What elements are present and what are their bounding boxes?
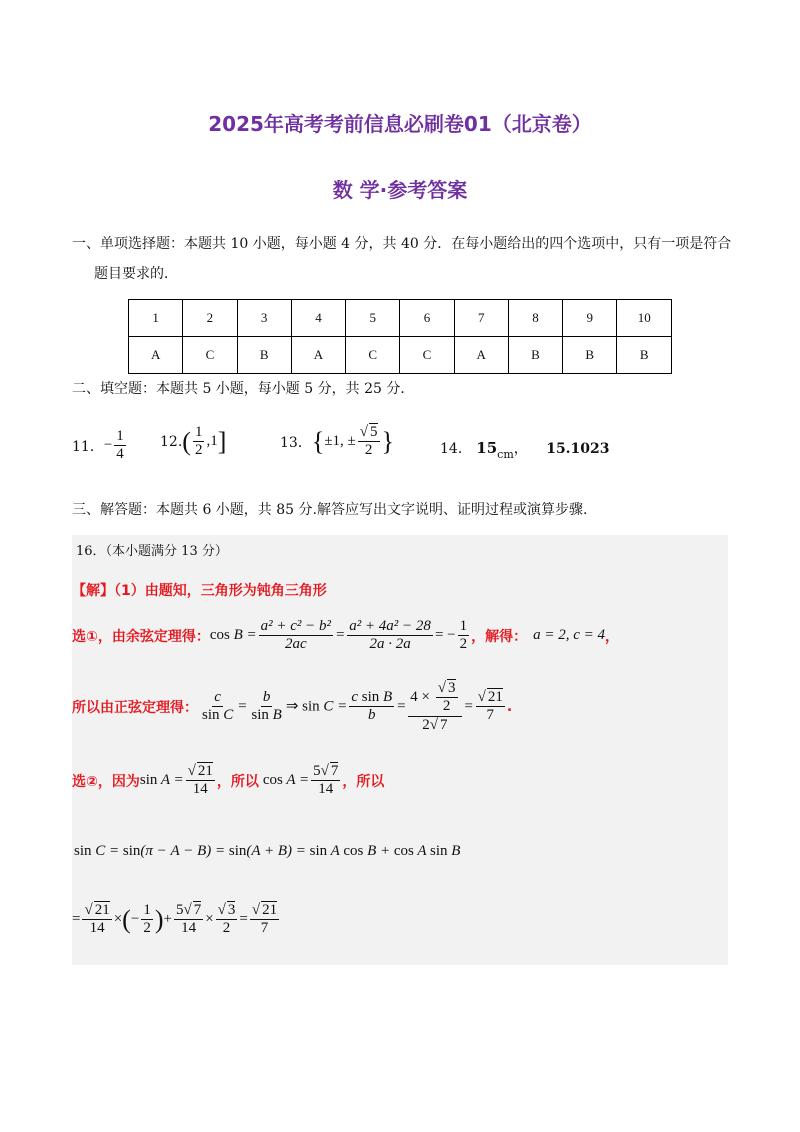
answer-table-number-row bbox=[129, 300, 672, 337]
choice-2-mid: ，所以 bbox=[216, 773, 259, 790]
answer-15-value: 15.1023 bbox=[546, 441, 610, 457]
sine-law-end: . bbox=[506, 698, 513, 715]
section2-heading: 二、填空题：本题共 5 小题，每小题 5 分，共 25 分． bbox=[72, 381, 415, 397]
cosine-law-formula: cos B = $\frac{\text{a² + c² − b²}}{2ac}$ = $\frac{\text{a² + 4a² − 28}}{2a \cdot 2a}$ = − $\frac{1}{2}$ bbox=[209, 618, 468, 653]
table-cell: 3 bbox=[237, 300, 291, 337]
table-cell: B bbox=[563, 337, 617, 374]
table-cell: B bbox=[237, 337, 291, 374]
solution-intro: 【解】（1）由题知，三角形为钝角三角形 bbox=[72, 583, 327, 599]
math-expression: {±1, ± $\frac{√ 5}{2}$ } bbox=[311, 424, 394, 459]
table-cell: 10 bbox=[617, 300, 672, 337]
answer-14-value: 15 bbox=[476, 439, 498, 457]
choice-1-lead: 选①，由余弦定理得： bbox=[72, 628, 210, 645]
sin-c-result: = $\frac{√ 21}{14}$ × ( − $\frac{1}{2}$ ) + $\frac{5√ 7}{14}$ × $\frac{√ 3}{2}$ = $\frac{√ 21}{7}$ bbox=[72, 902, 278, 937]
answer-13 bbox=[280, 424, 394, 460]
table-cell: A bbox=[291, 337, 345, 374]
sin-a-formula: sin A = $\frac{√ 21}{14}$ bbox=[139, 763, 213, 798]
answer-14-15 bbox=[440, 438, 610, 461]
answer-table bbox=[128, 299, 672, 374]
document-subtitle: 数 学·参考答案 bbox=[332, 178, 468, 202]
table-cell: A bbox=[129, 337, 183, 374]
table-cell: 6 bbox=[400, 300, 454, 337]
sin-c-expansion: sin C = sin(π − A − B) = sin(A + B) = sin A cos B + cos A sin B bbox=[74, 843, 461, 859]
section1-heading-line1: 一、单项选择题：本题共 10 小题，每小题 4 分，共 40 分．在每小题给出的四个选项中，只有一项是符合 bbox=[72, 236, 732, 252]
choice-1-line bbox=[72, 618, 619, 654]
table-cell: C bbox=[183, 337, 237, 374]
section1-heading-line2: 题目要求的． bbox=[94, 266, 178, 282]
question-number: 13． bbox=[280, 434, 312, 451]
choice-1-result: a = 2, c = 4 bbox=[533, 627, 606, 644]
math-expression: − $\frac{1}{4}$ bbox=[103, 428, 124, 463]
document-title: 2025年高考考前信息必刷卷01（北京卷） bbox=[208, 112, 592, 136]
table-cell: 1 bbox=[129, 300, 183, 337]
answer-11 bbox=[72, 428, 128, 464]
question-number: 14． bbox=[440, 441, 472, 457]
table-cell: C bbox=[346, 337, 400, 374]
sine-law-lead: 所以由正弦定理得： bbox=[72, 699, 198, 716]
choice-2-lead: 选②，因为 bbox=[72, 773, 140, 790]
sine-law-formula: $\frac{c}{\text{sin C}}$ = $\frac{b}{\text{sin B}}$ ⇒ sin C = $\frac{\text{c sin B}}{b}$ = 4 × $\frac{√ 3}{2}$ 2√ 7 = $\frac{√ 21}{7}$ bbox=[202, 680, 503, 733]
table-cell: A bbox=[454, 337, 508, 374]
table-cell: 8 bbox=[508, 300, 562, 337]
unit-label: cm bbox=[497, 448, 514, 461]
choice-1-end: ， bbox=[605, 628, 620, 645]
question-16-label: 16．（本小题满分 13 分） bbox=[76, 544, 228, 559]
sine-law-line bbox=[72, 680, 512, 734]
table-cell: C bbox=[400, 337, 454, 374]
table-cell: 9 bbox=[563, 300, 617, 337]
choice-2-line bbox=[72, 763, 384, 799]
question-number: 11． bbox=[72, 438, 104, 455]
cos-a-formula: cos A = $\frac{5√ 7}{14}$ bbox=[262, 763, 339, 798]
separator: ， bbox=[513, 441, 528, 457]
section3-heading: 三、解答题：本题共 6 小题，共 85 分.解答应写出文字说明、证明过程或演算步骤. bbox=[72, 502, 588, 518]
choice-1-solve: ，解得： bbox=[471, 628, 528, 645]
choice-2-end: ，所以 bbox=[342, 773, 385, 790]
answer-table-answer-row bbox=[129, 337, 672, 374]
answer-12 bbox=[160, 424, 226, 460]
table-cell: 5 bbox=[346, 300, 400, 337]
table-cell: 4 bbox=[291, 300, 345, 337]
math-expression: ( $\frac{1}{2}$ ,1] bbox=[182, 424, 227, 459]
table-cell: B bbox=[508, 337, 562, 374]
table-cell: 7 bbox=[454, 300, 508, 337]
table-cell: 2 bbox=[183, 300, 237, 337]
table-cell: B bbox=[617, 337, 672, 374]
question-number: 12. bbox=[160, 433, 183, 450]
